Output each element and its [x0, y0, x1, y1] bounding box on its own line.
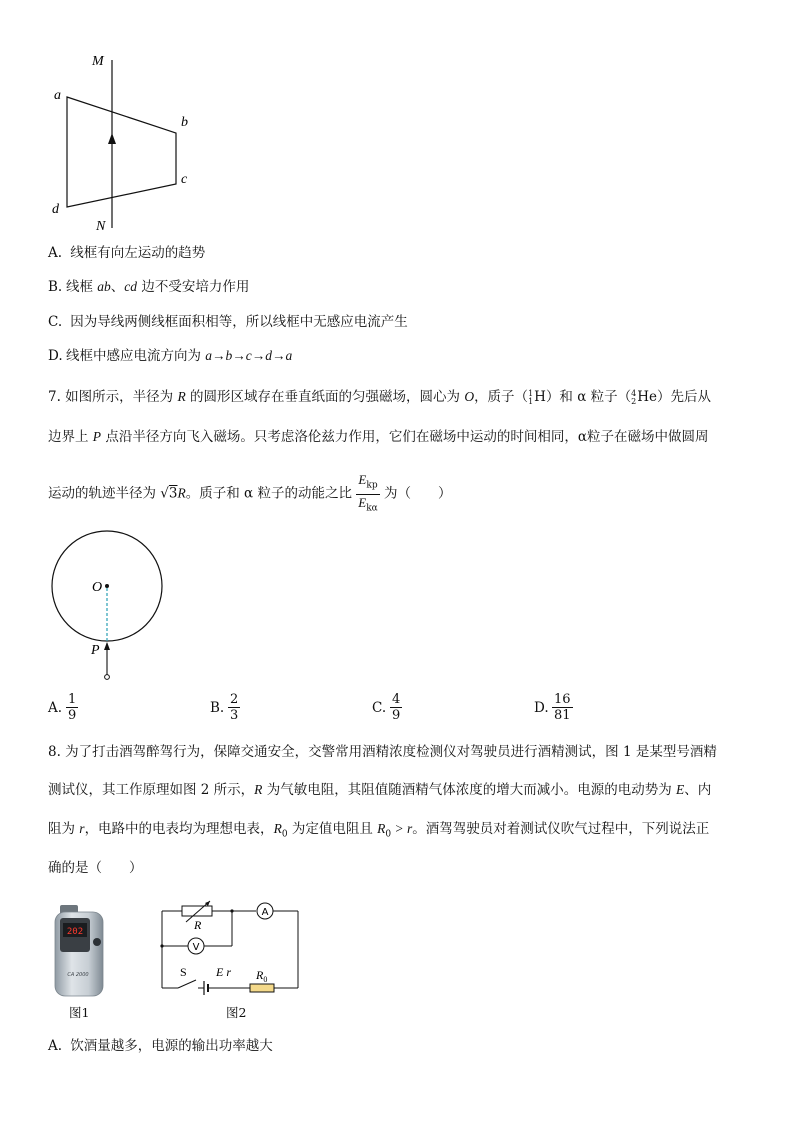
q6-option-c[interactable]: C. 因为导线两侧线框面积相等，所以线框中无感应电流产生 [48, 314, 408, 330]
q6-option-d[interactable]: D. 线框中感应电流方向为 a→b→c→d→a [48, 348, 293, 364]
q6-option-b[interactable]: B. 线框 ab、cd 边不受安培力作用 [48, 279, 250, 295]
label-d: d [52, 202, 59, 217]
q8-stem-line2: 测试仪，其工作原理如图 2 所示，R 为气敏电阻，其阻值随酒精气体浓度的增大而减小。电源的电动势为 E、内 [48, 782, 712, 798]
q7-option-d[interactable]: D. $\frac{16}{81}$ [534, 692, 571, 723]
fig1-caption: 图1 [69, 1005, 90, 1020]
switch-s [178, 980, 196, 988]
current-arrow-icon [108, 133, 116, 144]
voltmeter-label: V [192, 942, 200, 953]
q7-option-b[interactable]: B. $\frac{2}{3}$ [210, 692, 239, 723]
q7-stem-line2: 边界上 P 点沿半径方向飞入磁场。只考虑洛伦兹力作用，它们在磁场中运动的时间相同，α粒子在磁场中做圆周 [48, 429, 709, 445]
fig2-caption: 图2 [226, 1005, 247, 1020]
q7-figure [40, 525, 180, 685]
q7-option-c[interactable]: C. $\frac{4}{9}$ [372, 692, 401, 723]
label-m: M [92, 54, 104, 69]
label-a: a [54, 88, 61, 103]
q6-figure [40, 50, 220, 235]
wire-frame-abcd [67, 97, 176, 207]
label-b: b [181, 115, 188, 130]
q8-stem-line1: 8. 为了打击酒驾醉驾行为，保障交通安全，交警常用酒精浓度检测仪对驾驶员进行酒精测试，图 1 是某型号酒精 [48, 744, 717, 760]
device-display-text: 202 [66, 927, 84, 937]
circuit-diagram [150, 898, 310, 1003]
label-r: R [194, 918, 202, 932]
label-o: O [92, 580, 103, 595]
ammeter-label: A [261, 907, 269, 918]
q7-stem-line1: 7. 如图所示，半径为 R 的圆形区域存在垂直纸面的匀强磁场，圆心为 O，质子（ 1 1 H）和 α 粒子（ 4 2 He）先后从 [48, 388, 711, 406]
label-n: N [96, 219, 106, 234]
q7-stem-line3: 运动的轨迹半径为 √3R。质子和 α 粒子的动能之比 $\frac{E_{kp}}{E_{k\alpha}}$ 为（ ） [48, 472, 452, 516]
energy-ratio-fraction: $\frac{E_{kp}}{E_{k\alpha}}$ [358, 472, 378, 514]
device-model-text: CA 2000 [67, 972, 89, 978]
fixed-resistor-r0 [250, 984, 274, 992]
q7-option-a[interactable]: A. $\frac{1}{9}$ [48, 692, 77, 723]
q8-stem-line4: 确的是（ ） [48, 860, 143, 876]
center-dot [105, 584, 109, 588]
label-p: P [91, 643, 100, 658]
proton-isotope: 1 1 [528, 388, 534, 406]
alpha-isotope: 4 2 [631, 388, 637, 406]
source-point [105, 675, 110, 680]
label-s: S [180, 965, 187, 979]
label-c: c [181, 172, 188, 187]
label-er: E r [216, 965, 231, 979]
q8-option-a[interactable]: A. 饮酒量越多，电源的输出功率越大 [48, 1038, 273, 1054]
q8-stem-line3: 阻为 r，电路中的电表均为理想电表，$R_0$ 为定值电阻且 $R_0 > r$。酒驾驾驶员对着测试仪吹气过程中，下列说法正 [48, 821, 710, 840]
velocity-arrow-icon [104, 642, 110, 650]
breathalyzer-device-image [45, 902, 115, 1002]
gas-sensor-resistor-r [182, 906, 212, 916]
q6-option-a[interactable]: A. 线框有向左运动的趋势 [48, 245, 206, 261]
label-r0: $R_0$ [256, 968, 268, 984]
